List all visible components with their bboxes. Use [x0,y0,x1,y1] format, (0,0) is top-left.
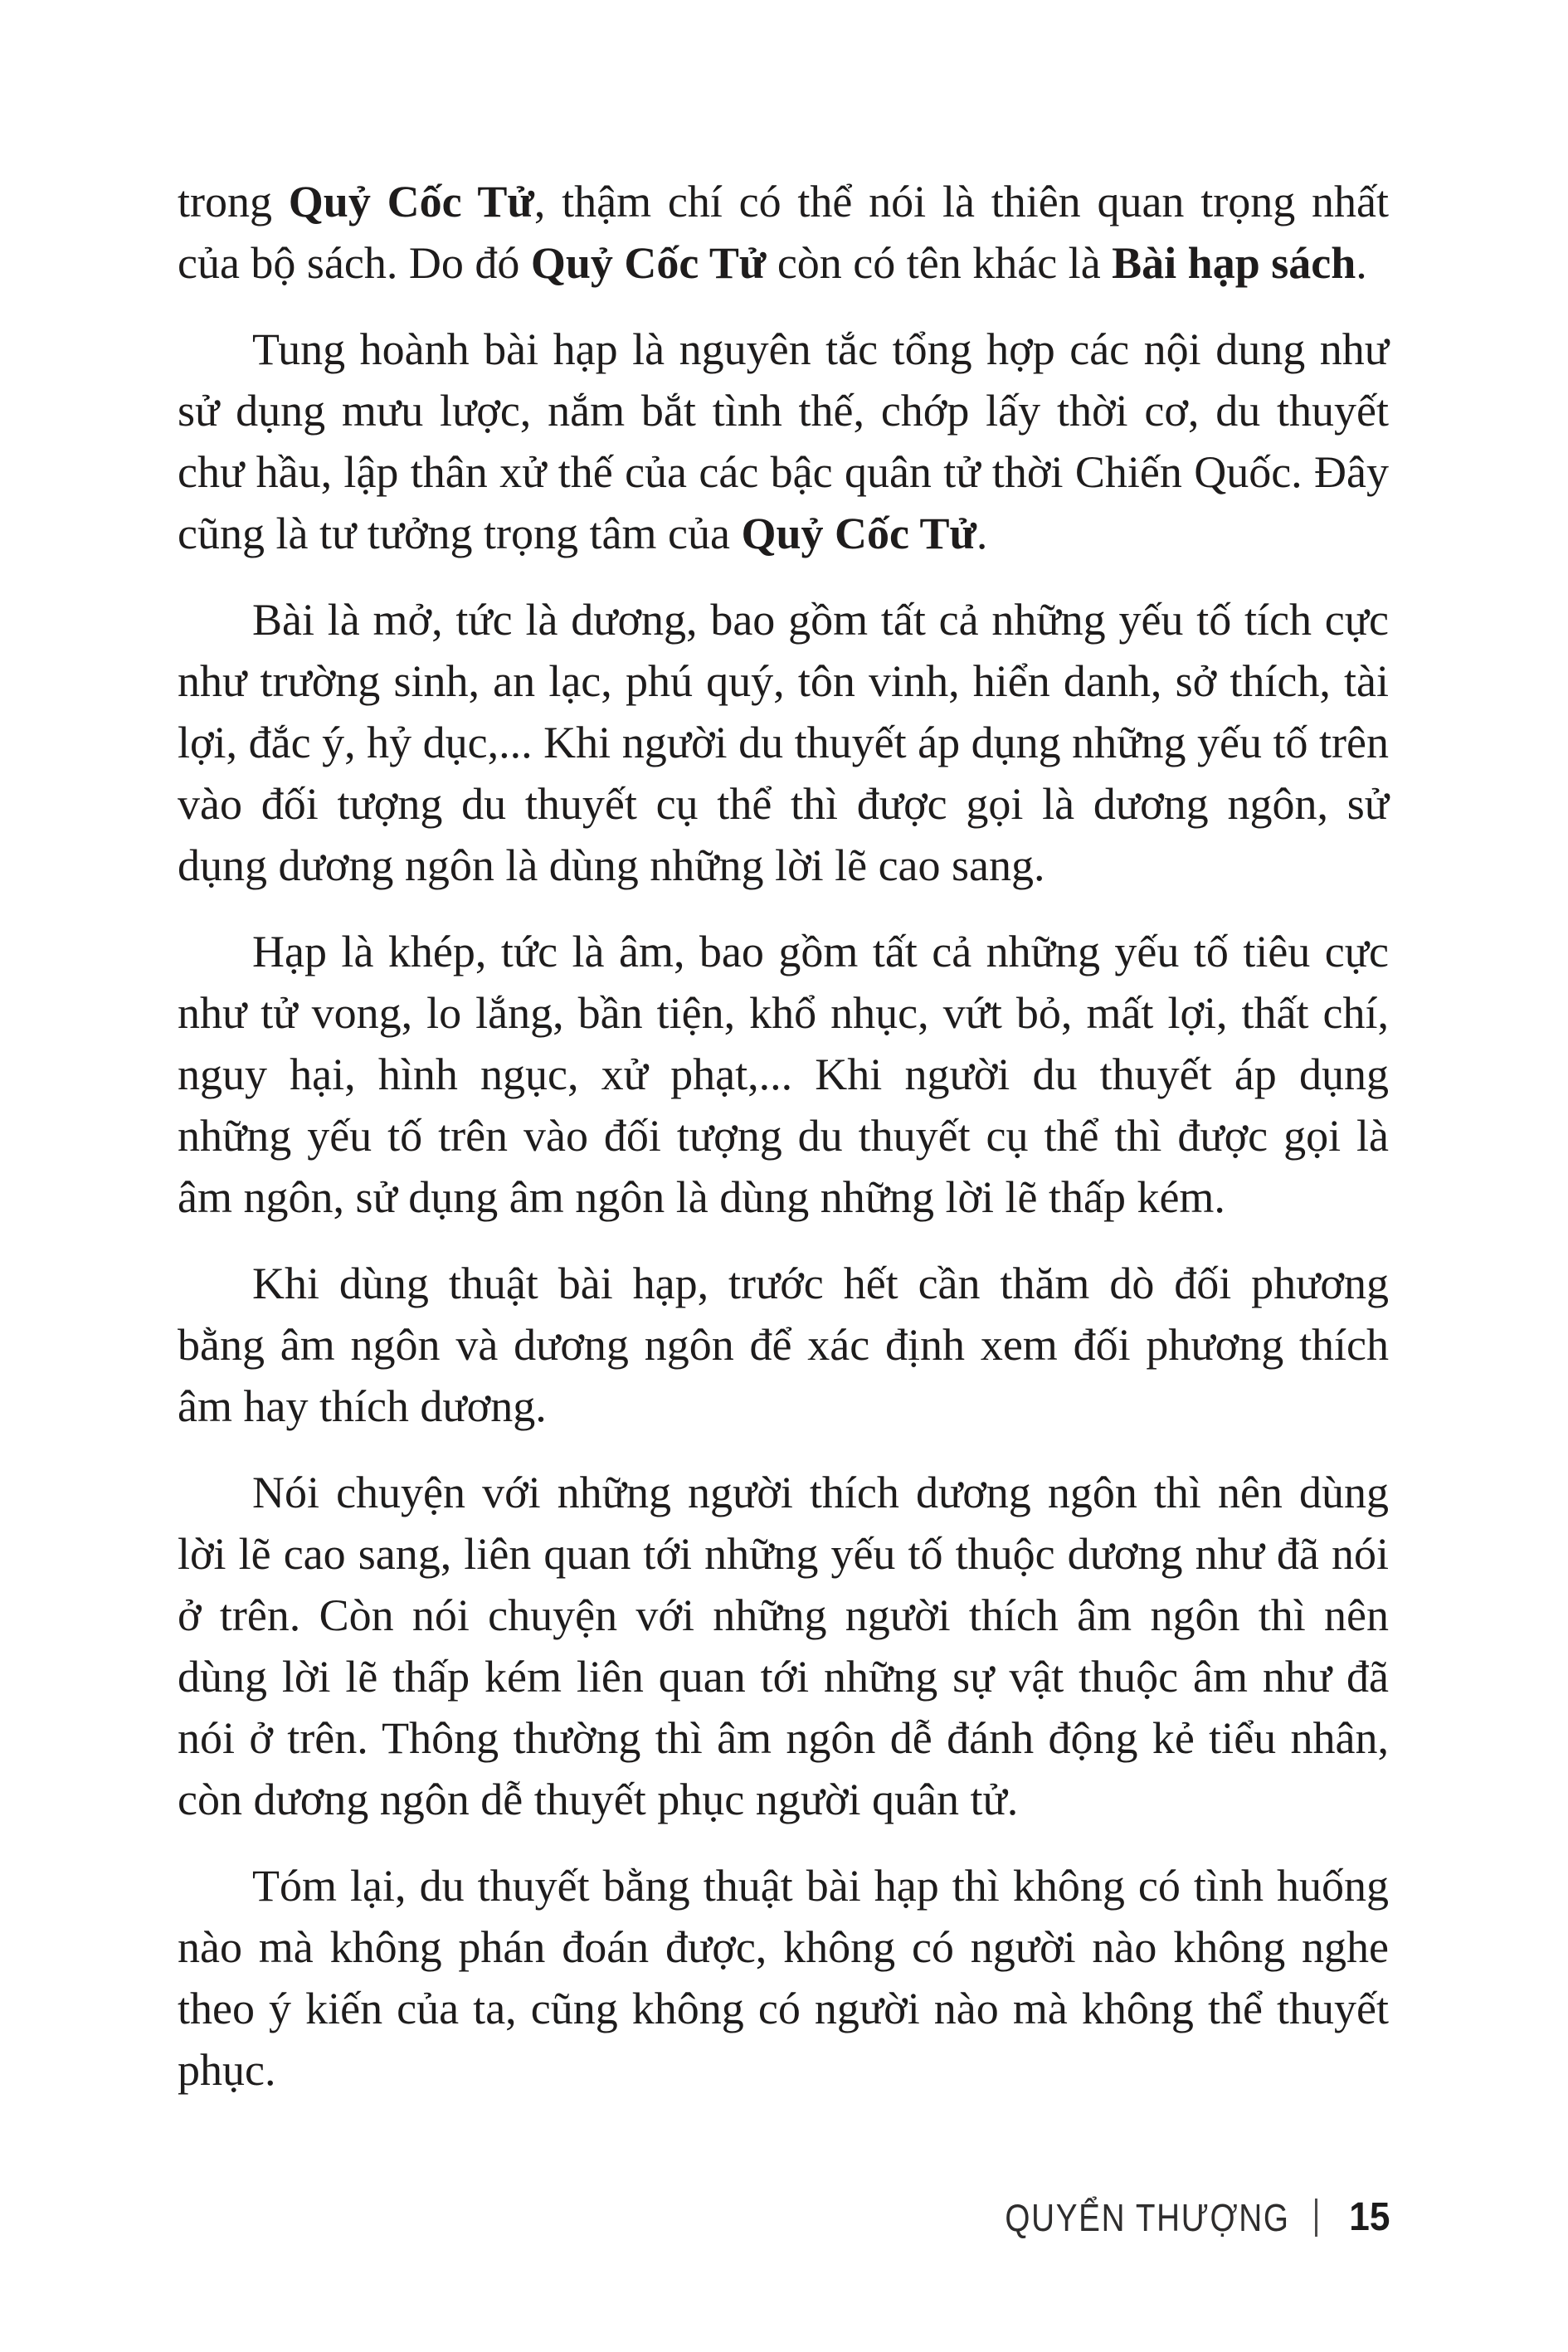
footer-page-number: 15 [1348,2195,1390,2239]
paragraph [178,1253,1389,1437]
text-run: Nói chuyện với những người thích dương ngôn thì nên dùng lời lẽ cao sang, liên quan tới những yếu tố thuộc dương như đã nói ở trên. Còn nói chuyện với những người thích âm ngôn thì nên dùng lời lẽ thấp kém liên quan tới những sự vật thuộc âm như đã nói ở trên. Thông thường thì âm ngôn dễ đánh động kẻ tiểu nhân, còn dương ngôn dễ thuyết phục người quân tử. [178,1468,1389,1824]
text-run: trong [178,177,289,226]
text-run: Khi dùng thuật bài hạp, trước hết cần thăm dò đối phương bằng âm ngôn và dương ngôn để xác định xem đối phương thích âm hay thích dương. [178,1259,1389,1431]
footer-section-label: QUYỂN THƯỢNG [1005,2196,1290,2239]
text-run-bold: Quỷ Cốc Tử [530,238,767,288]
paragraph [178,921,1389,1228]
paragraph [178,171,1389,294]
text-run-bold: Quỷ Cốc Tử [741,509,976,558]
paragraph [178,1855,1389,2101]
paragraph [178,589,1389,896]
text-run: . [976,509,988,558]
text-run: , thậm chí có thể nói là thiên quan trọng nhất của bộ sách. Do đó [178,177,1389,288]
text-run: còn có tên khác là [766,238,1113,288]
text-run-bold: Quỷ Cốc Tử [288,177,534,226]
text-run-bold: Bài hạp sách [1112,238,1356,288]
text-run: Bài là mở, tức là dương, bao gồm tất cả những yếu tố tích cực như trường sinh, an lạc, phú quý, tôn vinh, hiển danh, sở thích, tài lợi, đắc ý, hỷ dục,... Khi người du thuyết áp dụng những yếu tố trên vào đối tượng du thuyết cụ thể thì được gọi là dương ngôn, sử dụng dương ngôn là dùng những lời lẽ cao sang. [178,595,1389,890]
page-footer [951,2197,1390,2238]
paragraph [178,1462,1389,1830]
body-paragraphs [178,171,1389,2126]
text-run: Hạp là khép, tức là âm, bao gồm tất cả những yếu tố tiêu cực như tử vong, lo lắng, bần tiện, khổ nhục, vứt bỏ, mất lợi, thất chí, nguy hại, hình ngục, xử phạt,... Khi người du thuyết áp dụng những yếu tố trên vào đối tượng du thuyết cụ thể thì được gọi là âm ngôn, sử dụng âm ngôn là dùng những lời lẽ thấp kém. [178,927,1389,1222]
paragraph [178,319,1389,564]
text-run: Tung hoành bài hạp là nguyên tắc tổng hợp các nội dung như sử dụng mưu lược, nắm bắt tình thế, chớp lấy thời cơ, du thuyết chư hầu, lập thân xử thế của các bậc quân tử thời Chiến Quốc. Đây cũng là tư tưởng trọng tâm của [178,324,1389,558]
footer-separator-bar [1315,2199,1317,2237]
text-run: . [1356,238,1367,288]
text-run: Tóm lại, du thuyết bằng thuật bài hạp thì không có tình huống nào mà không phán đoán được, không có người nào không nghe theo ý kiến của ta, cũng không có người nào mà không thể thuyết phục. [178,1861,1389,2095]
